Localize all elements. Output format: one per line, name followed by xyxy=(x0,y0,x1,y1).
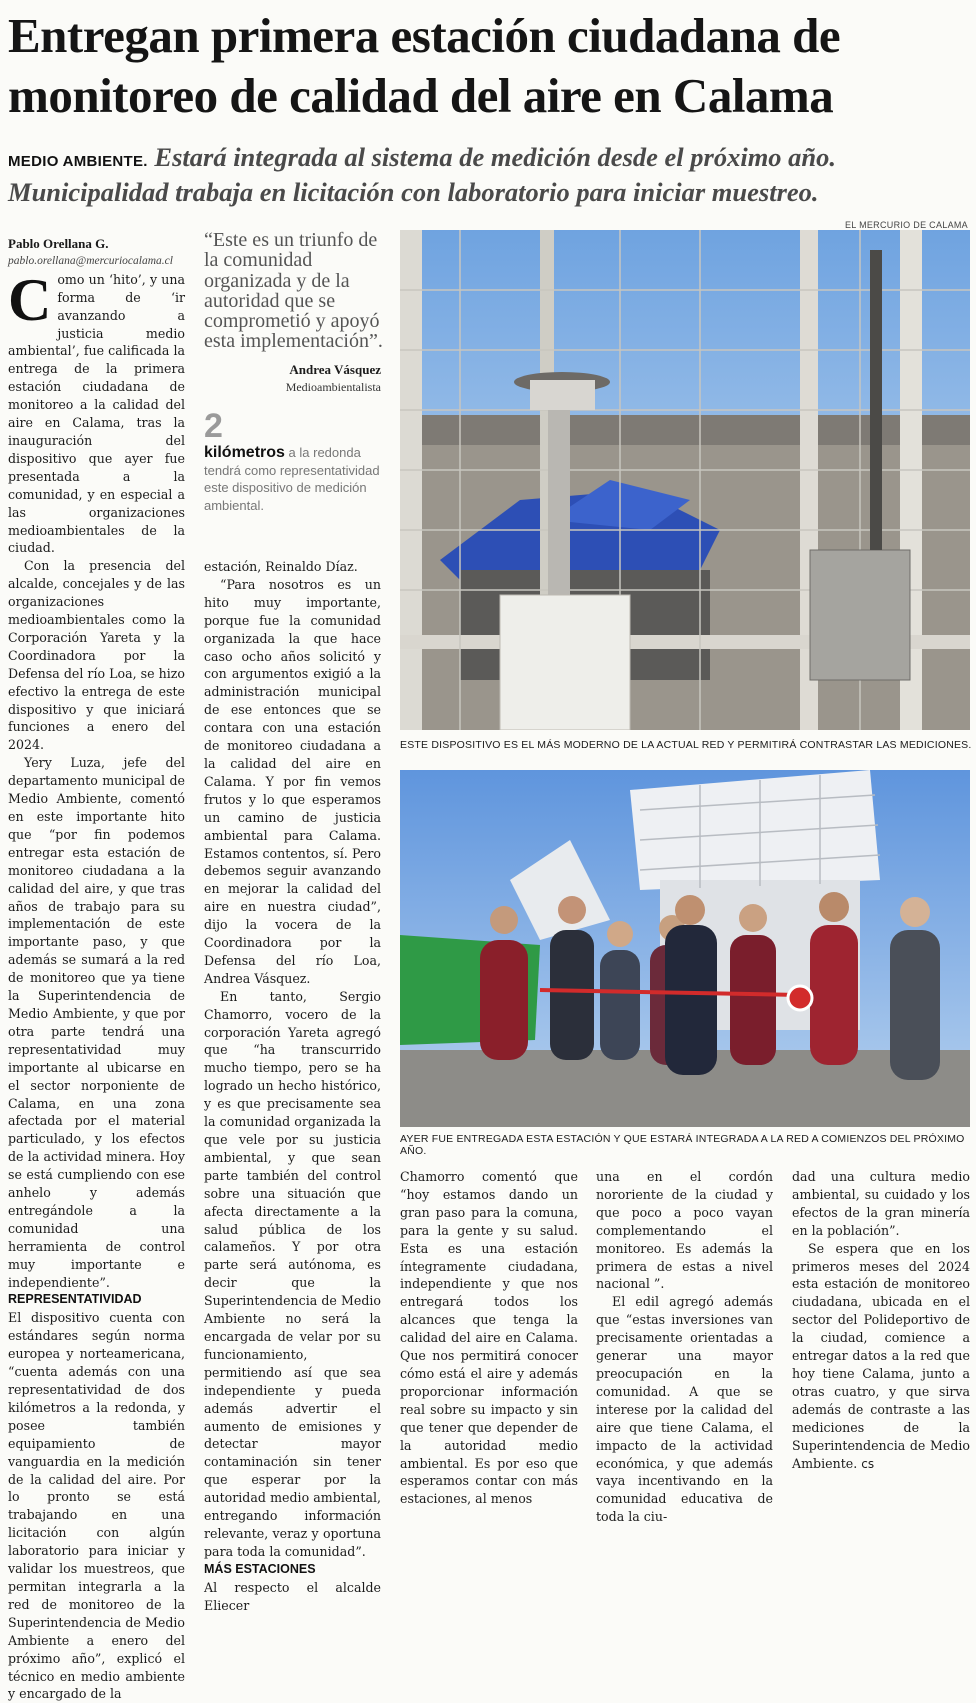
drop-cap: C xyxy=(8,266,52,333)
paragraph: Yery Luza, jefe del departamento municipal de Medio Ambiente, comentó en este importante hito que “por fin podemos entregar esta estación de monitoreo ciudadana a la calidad del aire, y que tras años de trabajo para su implementación de este importante paso, y que además se sumará a la red de monitoreo que ya tiene la Superintendencia de Medio Ambiente, y que por otra parte tendrá una representatividad muy importante al ubicarse en el sector norponiente de Calama, en una zona afectada por el material particulado, y los efectos de la actividad minera. Hoy se está cumpliendo con ese anhelo y además entregándole a la comunidad una herramienta de control muy importante e independiente”. xyxy=(8,755,185,1290)
paragraph: El edil agregó además que “estas inversiones van precisamente orientadas a generar una mayor preocupación en la comunidad. A que se interese por la calidad del aire que tiene Calama, el impacto de la actividad económica, y que además vaya incentivando en la comunidad educativa de toda la ciu- xyxy=(596,1294,773,1525)
paragraph: Al respecto el alcalde Eliecer xyxy=(204,1579,381,1613)
section-label: MEDIO AMBIENTE. xyxy=(8,153,148,170)
byline-email[interactable]: pablo.orellana@mercuriocalama.cl xyxy=(8,254,173,267)
photo-caption-1: ESTE DISPOSITIVO ES EL MÁS MODERNO DE LA ACTUAL RED Y PERMITIRÁ CONTRASTAR LAS MEDICIONES. xyxy=(400,739,972,751)
lead-paragraph: Como un ‘hito’, y una forma de ‘ir avanzando a justicia medio ambiental’, fue calificada la entrega de la primera estación ciudadana de monitoreo a la calidad del aire en Calama, tras la inauguración del dispositivo que ayer fue presentada a la comunidad, y en especial a las organizaciones medioambientales de la ciudad. xyxy=(8,266,185,556)
quote-role: Medioambientalista xyxy=(285,380,381,394)
article-column-2 xyxy=(204,558,381,1614)
paragraph: dad una cultura medio ambiental, su cuidado y los efectos de la gran minería en la población”. xyxy=(792,1169,970,1238)
photo-ribbon-cutting xyxy=(400,770,970,1127)
paragraph: una en el cordón nororiente de la ciudad y que poco a poco vayan complementando el monitoreo. Es además la primera de estas a nivel nacional ”. xyxy=(596,1169,773,1292)
paragraph: “Para nosotros es un hito muy importante, porque fue la comunidad organizada la que hace caso ocho años solicitó y con argumentos exigió a la administración municipal de ese entonces que se contara con una estación de monitoreo ciudadana a la calidad del aire en Calama. Y por fin vemos frutos y lo que esperamos un camino de justicia ambiental para Calama. Estamos contentos, sí. Pero debemos seguir avanzando en mejorar la calidad del aire en nuestra ciudad”, dijo la vocera de la Coordinadora por la Defensa del río Loa, Andrea Vásquez. xyxy=(204,576,381,986)
article-column-1 xyxy=(8,235,185,1703)
article-column-5 xyxy=(792,1168,970,1473)
paragraph: En tanto, Sergio Chamorro, vocero de la corporación Yareta agregó que “ha transcurrido mucho tiempo, pero se ha logrado un hecho histórico, y es que precisamente sea la comunidad organizada la que vele por su justicia ambiental, y que sean parte también del control sobre una situación que afecta directamente a la salud pública de los calameños. Y por otra parte será autónoma, es decir que la Superintendencia de Medio Ambiente no será la encargada de velar por su funcionamiento, permitiendo así que sea independiente y pueda además advertir el aumento de emisiones y detectar mayor contaminación sin tener que esperar por la autoridad medio ambiental, entregando información relevante, veraz y oportuna para toda la comunidad”. xyxy=(204,988,381,1559)
article-column-3 xyxy=(400,1168,578,1508)
subhead-mas-estaciones: MÁS ESTACIONES xyxy=(204,1561,316,1576)
quote-author: Andrea Vásquez xyxy=(289,362,381,377)
photo-caption-2: AYER FUE ENTREGADA ESTA ESTACIÓN Y QUE ESTARÁ INTEGRADA A LA RED A COMIENZOS DEL PRÓXIMO AÑO. xyxy=(400,1133,965,1157)
stat-number: 2 xyxy=(204,407,223,445)
headline: Entregan primera estación ciudadana de monitoreo de calidad del aire en Calama xyxy=(8,8,841,123)
end-mark: cs xyxy=(861,1456,875,1471)
paragraph: Chamorro comentó que “hoy estamos dando un gran paso para la comuna, para la gente y su salud. Esta es una estación íntegramente ciudadana, independiente y que nos entregará todos los alcances que tenga la calidad del aire en Calama. Que nos permitirá conocer cómo está el aire y además proporcionar información real sobre su impacto y sin que tener que depender de la autoridad medio ambiental. Es por eso que esperamos contar con más estaciones, al menos xyxy=(400,1169,578,1507)
article-column-4 xyxy=(596,1168,773,1526)
deck-text: Estará integrada al sistema de medición desde el próximo año. Municipalidad trabaja en licitación con laboratorio para iniciar muestreo. xyxy=(8,142,837,207)
paragraph: estación, Reinaldo Díaz. xyxy=(204,559,358,574)
stat-text: kilómetros a la redonda tendrá como representatividad este dispositivo de medición ambiental. xyxy=(204,444,380,513)
paragraph: Se espera que en los primeros meses del 2024 esta estación de monitoreo ciudadana, ubicada en el sector del Polideportivo de la ciudad, comience a entregar datos a la red que hoy tiene Calama, junto a otras cuatro, y que sirva además de contraste a las mediciones de la Superintendencia de Medio Ambiente. cs xyxy=(792,1240,970,1471)
paragraph: El dispositivo cuenta con estándares según norma europea y norteamericana, “cuenta además con una representatividad de dos kilómetros a la redonda, y posee también equipamiento de vanguardia en la medición de la calidad del aire. Por lo pronto se está trabajando en una licitación con algún laboratorio para iniciar y validar los muestreos, que permitan integrarla a la red de monitoreo de la Superintendencia de Medio Ambiente a enero del próximo año”, explicó el técnico en medio ambiente y encargado de la xyxy=(8,1310,185,1702)
stat-box xyxy=(204,408,382,528)
pull-quote: “Este es un triunfo de la comunidad organizada y de la autoridad que se comprometió y apoyó esta implementación”. xyxy=(204,229,383,353)
byline-name: Pablo Orellana G. xyxy=(8,236,109,251)
deck xyxy=(8,142,970,207)
photo-monitoring-station xyxy=(400,230,970,730)
subhead-representatividad: REPRESENTATIVIDAD xyxy=(8,1292,142,1307)
photo-credit: EL MERCURIO DE CALAMA xyxy=(845,220,968,230)
paragraph: Con la presencia del alcalde, concejales y de las organizaciones medioambientales como la Corporación Yareta y la Coordinadora por la Defensa del río Loa, se hizo efectivo la entrega de este dispositivo y que iniciará funciones a enero del 2024. xyxy=(8,558,185,753)
